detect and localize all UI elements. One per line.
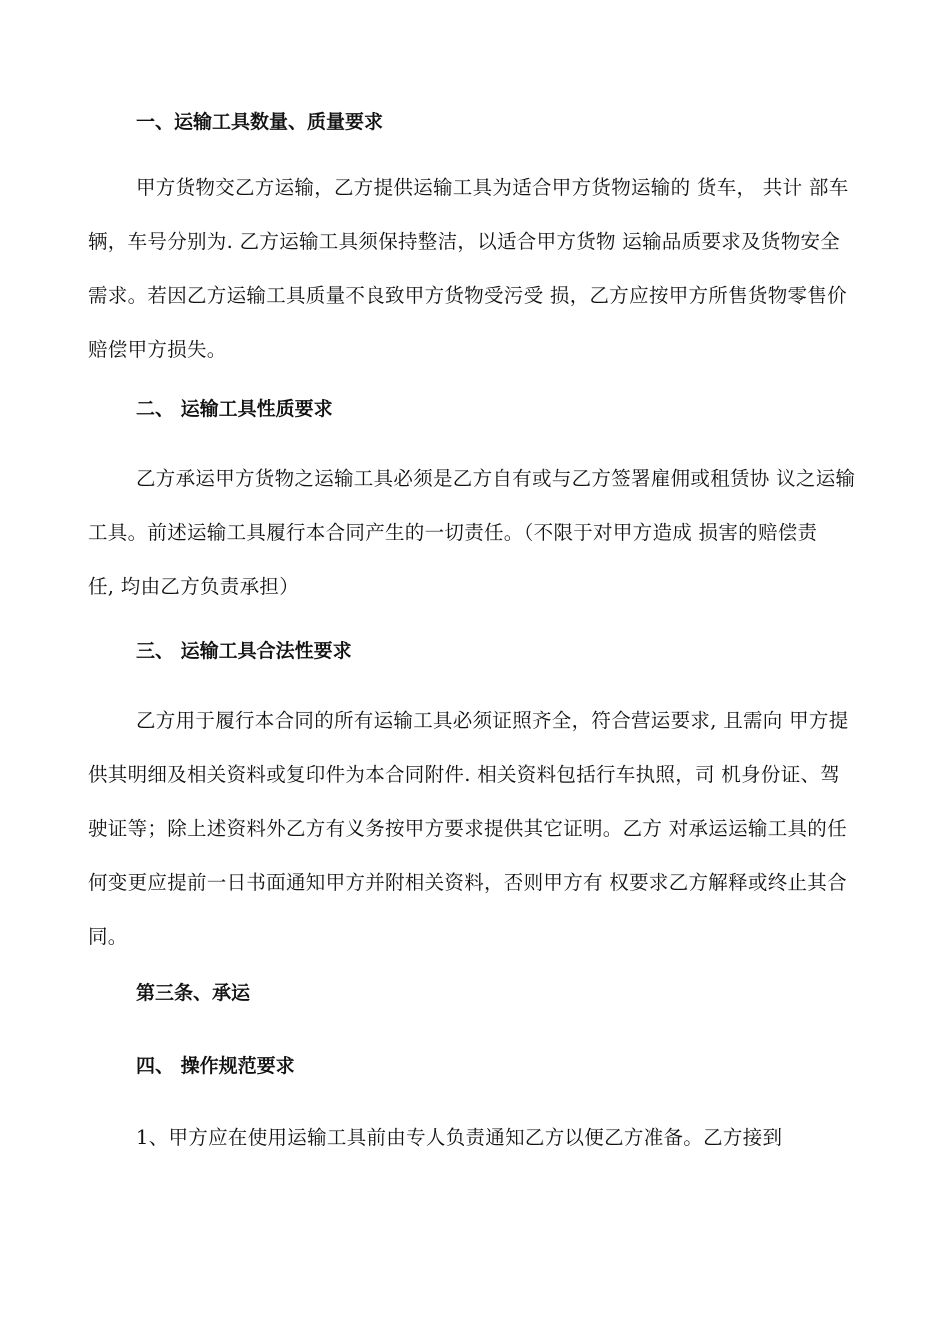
paragraph-line: 乙方承运甲方货物之运输工具必须是乙方自有或与乙方签署雇佣或租赁协 议之运输 bbox=[136, 467, 856, 490]
paragraph-line: 赔偿甲方损失。 bbox=[88, 338, 227, 361]
paragraph-line: 需求。若因乙方运输工具质量不良致甲方货物受污受 损，乙方应按甲方所售货物零售价 bbox=[88, 284, 847, 307]
article-heading-carriage: 第三条、承运 bbox=[136, 982, 251, 1004]
paragraph-vehicle-quantity-quality bbox=[88, 175, 874, 363]
section-heading-operation-standards: 四、 操作规范要求 bbox=[136, 1055, 295, 1077]
paragraph-line: 甲方货物交乙方运输，乙方提供运输工具为适合甲方货物运输的 货车， 共计 部车 bbox=[136, 176, 849, 199]
paragraph-line: 工具。前述运输工具履行本合同产生的一切责任。（不限于对甲方造成 损害的赔偿责 bbox=[88, 521, 818, 544]
paragraph-line: 任, 均由乙方负责承担） bbox=[88, 575, 299, 598]
paragraph-line: 何变更应提前一日书面通知甲方并附相关资料，否则甲方有 权要求乙方解释或终止其合 bbox=[88, 871, 847, 894]
paragraph-operation-standards bbox=[88, 1125, 874, 1151]
paragraph-line: 供其明细及相关资料或复印件为本合同附件. 相关资料包括行车执照，司 机身份证、驾 bbox=[88, 763, 841, 786]
section-heading-vehicle-legality: 三、 运输工具合法性要求 bbox=[136, 640, 352, 662]
paragraph-line: 1、甲方应在使用运输工具前由专人负责通知乙方以便乙方准备。乙方接到 bbox=[136, 1126, 783, 1149]
paragraph-vehicle-legality bbox=[88, 708, 874, 950]
section-heading-vehicle-nature: 二、 运输工具性质要求 bbox=[136, 398, 333, 420]
paragraph-line: 辆，车号分别为. 乙方运输工具须保持整洁，以适合甲方货物 运输品质要求及货物安全 bbox=[88, 230, 841, 253]
section-heading-vehicle-quantity-quality: 一、运输工具数量、质量要求 bbox=[136, 111, 384, 133]
paragraph-line: 驶证等；除上述资料外乙方有义务按甲方要求提供其它证明。乙方 对承运运输工具的任 bbox=[88, 817, 847, 840]
paragraph-line: 乙方用于履行本合同的所有运输工具必须证照齐全，符合营运要求, 且需向 甲方提 bbox=[136, 709, 849, 732]
paragraph-vehicle-nature bbox=[88, 466, 874, 600]
paragraph-line: 同。 bbox=[88, 925, 128, 948]
